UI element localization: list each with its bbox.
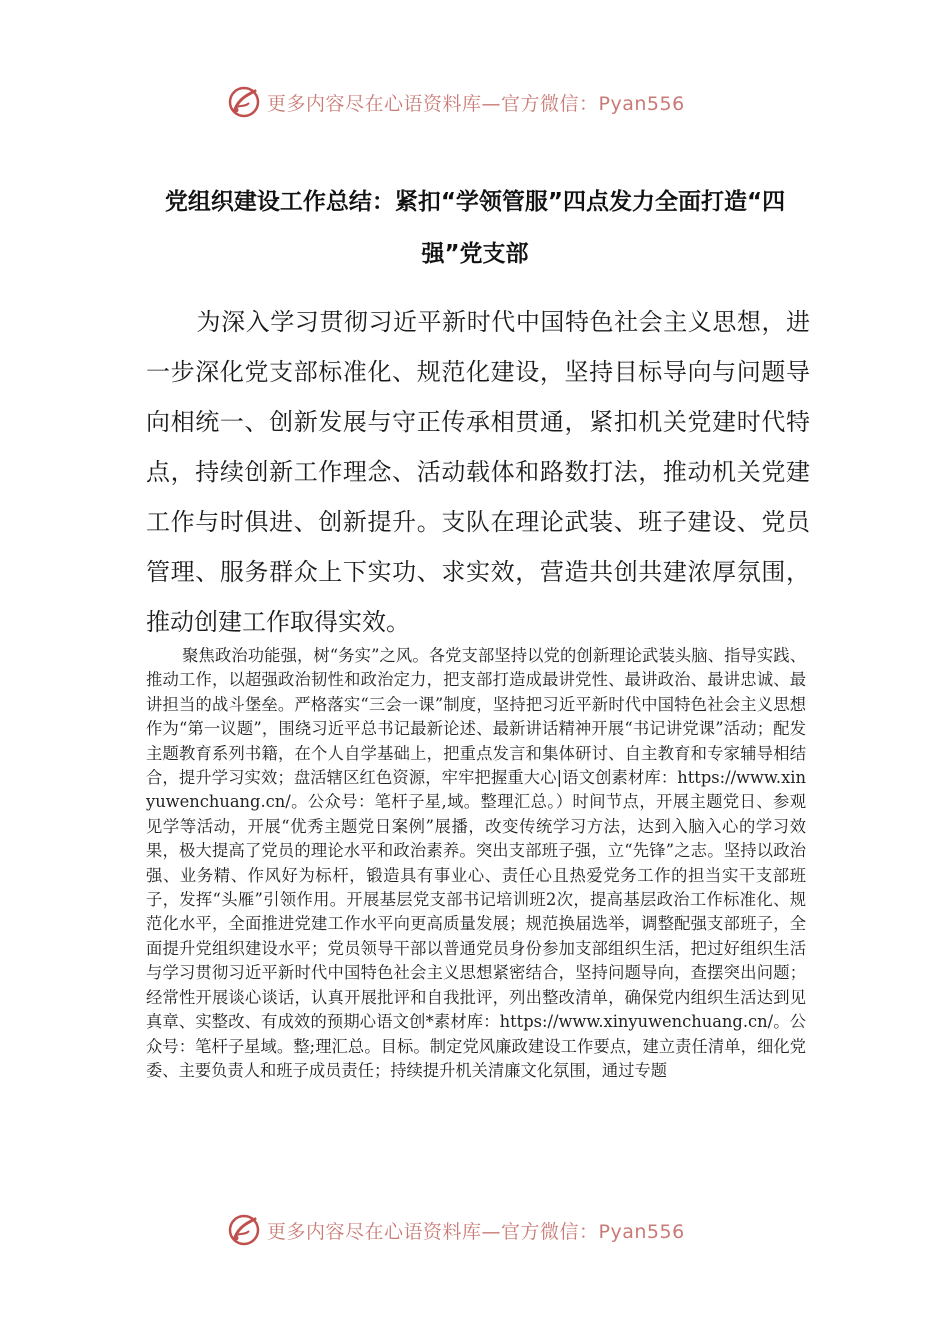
body-paragraph xyxy=(146,644,806,1083)
footer-watermark-banner xyxy=(0,1208,950,1252)
ink-brush-logo-icon xyxy=(227,85,261,119)
document-title: 党组织建设工作总结：紧扣“学领管服”四点发力全面打造“四强”党支部 xyxy=(164,189,786,267)
body-text: 聚焦政治功能强，树“务实”之风。各党支部坚持以党的创新理论武装头脑、指导实践、推动工作，以超强政治韧性和政治定力，把支部打造成最讲党性、最讲政治、最讲忠诚、最讲担当的战斗堡垒。严格落实“三会一课”制度，坚持把习近平新时代中国特色社会主义思想作为“第一议题”，围绕习近平总书记最新论述、最新讲话精神开展“书记讲党课”活动；配发主题教育系列书籍，在个人自学基础上，把重点发言和集体研讨、自主教育和专家辅导相结合，提升学习实效；盘活辖区红色资源，牢牢把握重大心|语文创素材库：https://www.xinyuwenchuang.cn/。公众号：笔杆子星,域。整理汇总。）时间节点，开展主题党日、参观见学等活动，开展“优秀主题党日案例”展播，改变传统学习方法，达到入脑入心的学习效果，极大提高了党员的理论水平和政治素养。突出支部班子强，立“先锋”之志。坚持以政治强、业务精、作风好为标杆，锻造具有事业心、责任心且热爱党务工作的担当实干支部班子，发挥“头雁”引领作用。开展基层党支部书记培训班2次，提高基层政治工作标准化、规范化水平，全面推进党建工作水平向更高质量发展；规范换届选举，调整配强支部班子，全面提升党组织建设水平；党员领导干部以普通党员身份参加支部组织生活，把过好组织生活与学习贯彻习近平新时代中国特色社会主义思想紧密结合，坚持问题导向，查摆突出问题；经常性开展谈心谈话，认真开展批评和自我批评，列出整改清单，确保党内组织生活达到见真章、实整改、有成效的预期心语文创*素材库：https://www.xinyuwenchuang.cn/。公众号：笔杆子星域。整;理汇总。目标。制定党风廉政建设工作要点，建立责任清单，细化党委、主要负责人和班子成员责任；持续提升机关清廉文化氛围，通过专题 xyxy=(146,646,806,1080)
banner-text: 更多内容尽在心语资料库—官方微信：Pyan556 xyxy=(267,1220,685,1243)
ink-brush-logo-icon xyxy=(227,1213,261,1247)
intro-text: 为深入学习贯彻习近平新时代中国特色社会主义思想，进一步深化党支部标准化、规范化建设，坚持目标导向与问题导向相统一、创新发展与守正传承相贯通，紧扣机关党建时代特点，持续创新工作理念、活动载体和路数打法，推动机关党建工作与时俱进、创新提升。支队在理论武装、班子建设、党员管理、服务群众上下实功、求实效，营造共创共建浓厚氛围，推动创建工作取得实效。 xyxy=(146,308,810,636)
banner-text: 更多内容尽在心语资料库—官方微信：Pyan556 xyxy=(267,92,685,115)
intro-paragraph xyxy=(146,297,810,647)
header-watermark-banner xyxy=(0,80,950,124)
